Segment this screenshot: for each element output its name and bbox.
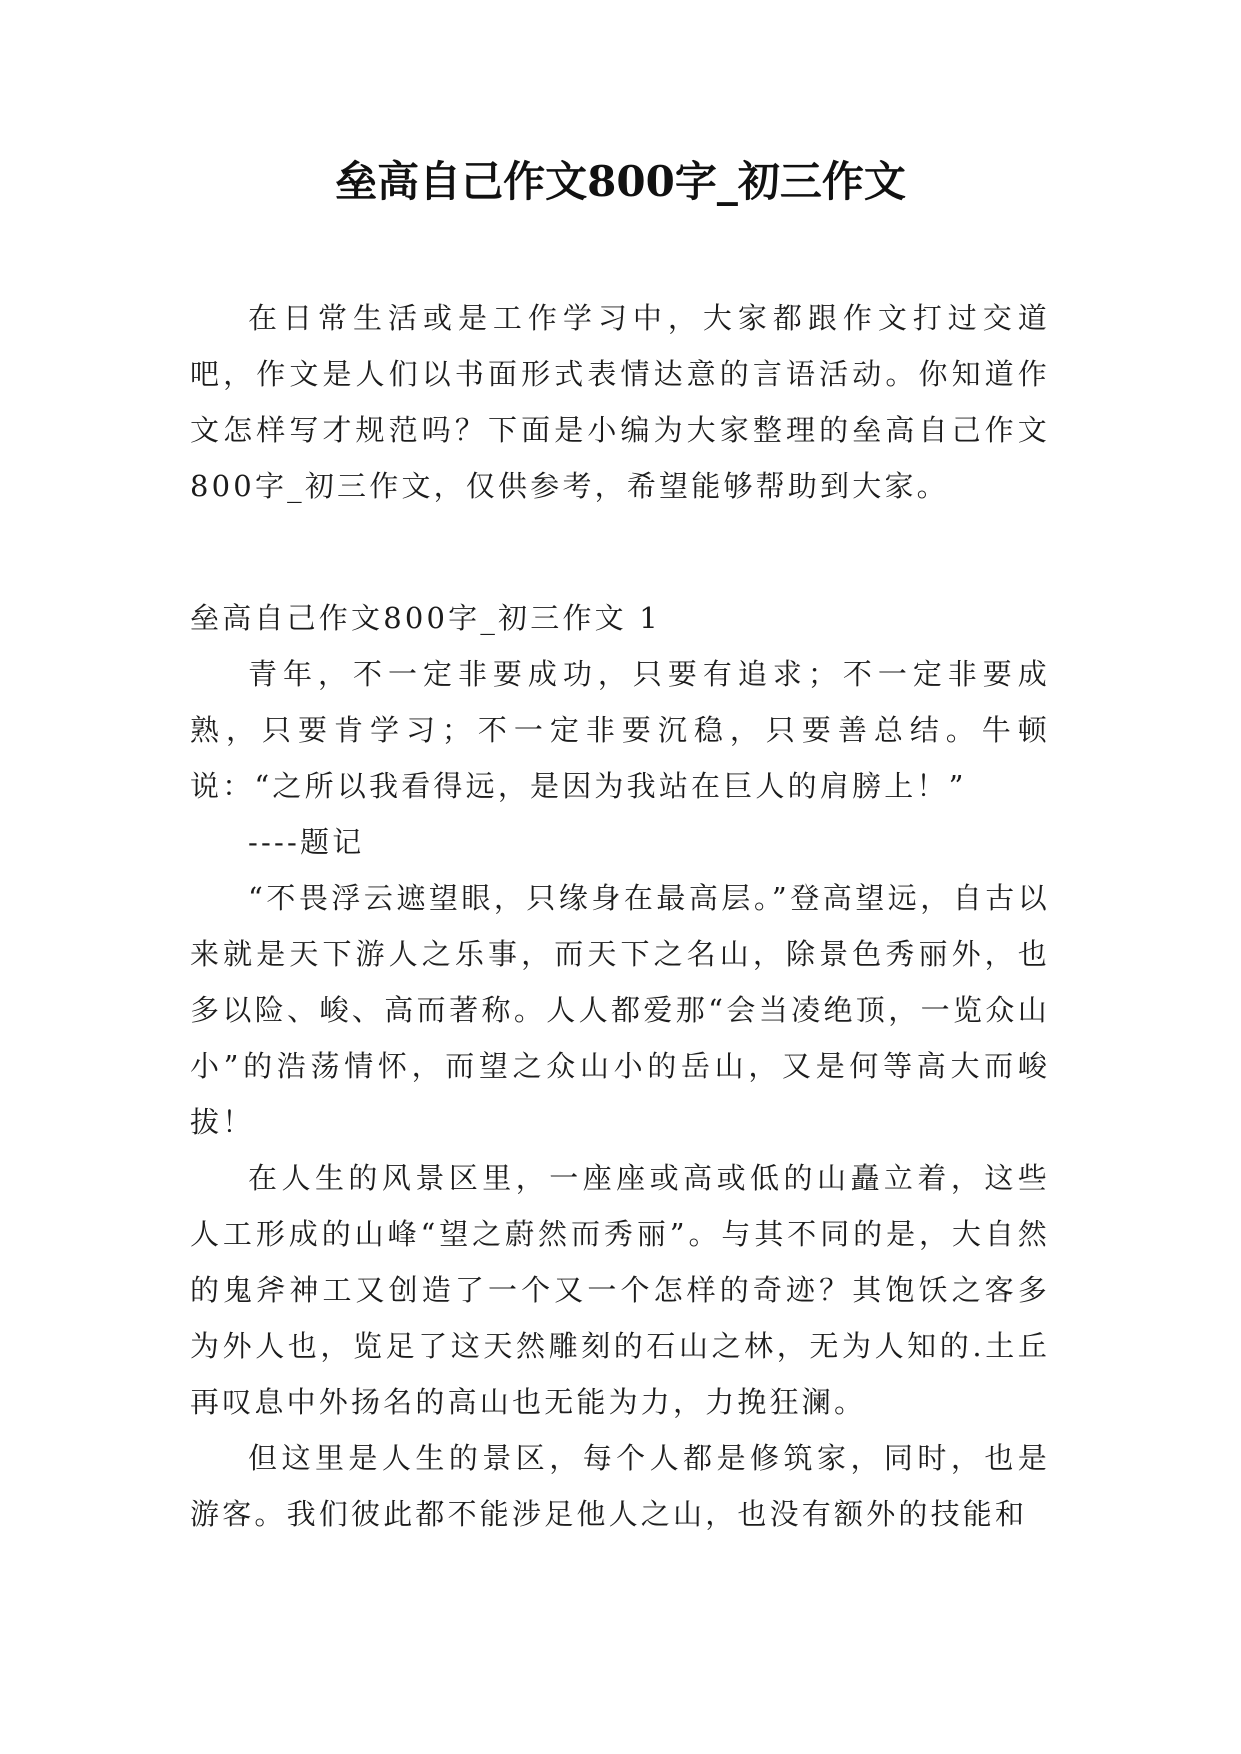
body-paragraph: “不畏浮云遮望眼，只缘身在最高层。”登高望远，自古以来就是天下游人之乐事，而天下之名山，除景色秀丽外，也多以险、峻、高而著称。人人都爱那“会当凌绝顶，一览众山小”的浩荡情怀，而望之众山小的岳山，又是何等高大而峻拔！ <box>190 881 1050 1139</box>
document-title: 垒高自己作文800字_初三作文 <box>335 157 906 206</box>
section-heading: 垒高自己作文800字_初三作文 1 <box>190 601 661 635</box>
body-paragraph: 在人生的风景区里，一座座或高或低的山矗立着，这些人工形成的山峰“望之蔚然而秀丽”。与其不同的是，大自然的鬼斧神工又创造了一个又一个怎样的奇迹？其饱饫之客多为外人也，览足了这天然雕刻的石山之林，无为人知的.土丘再叹息中外扬名的高山也无能为力，力挽狂澜。 <box>190 1161 1050 1419</box>
body-paragraph: 但这里是人生的景区，每个人都是修筑家，同时，也是游客。我们彼此都不能涉足他人之山，也没有额外的技能和 <box>190 1441 1050 1531</box>
body-paragraph: 青年，不一定非要成功，只要有追求；不一定非要成熟，只要肯学习；不一定非要沉稳，只要善总结。牛顿说：“之所以我看得远，是因为我站在巨人的肩膀上！” <box>190 657 1050 803</box>
document-body <box>190 290 1050 1542</box>
section-gap <box>190 514 1050 590</box>
intro-paragraph: 在日常生活或是工作学习中，大家都跟作文打过交道吧，作文是人们以书面形式表情达意的言语活动。你知道作文怎样写才规范吗？下面是小编为大家整理的垒高自己作文800字_初三作文，仅供参考，希望能够帮助到大家。 <box>190 301 1050 503</box>
epigraph-attribution: ----题记 <box>248 825 365 859</box>
